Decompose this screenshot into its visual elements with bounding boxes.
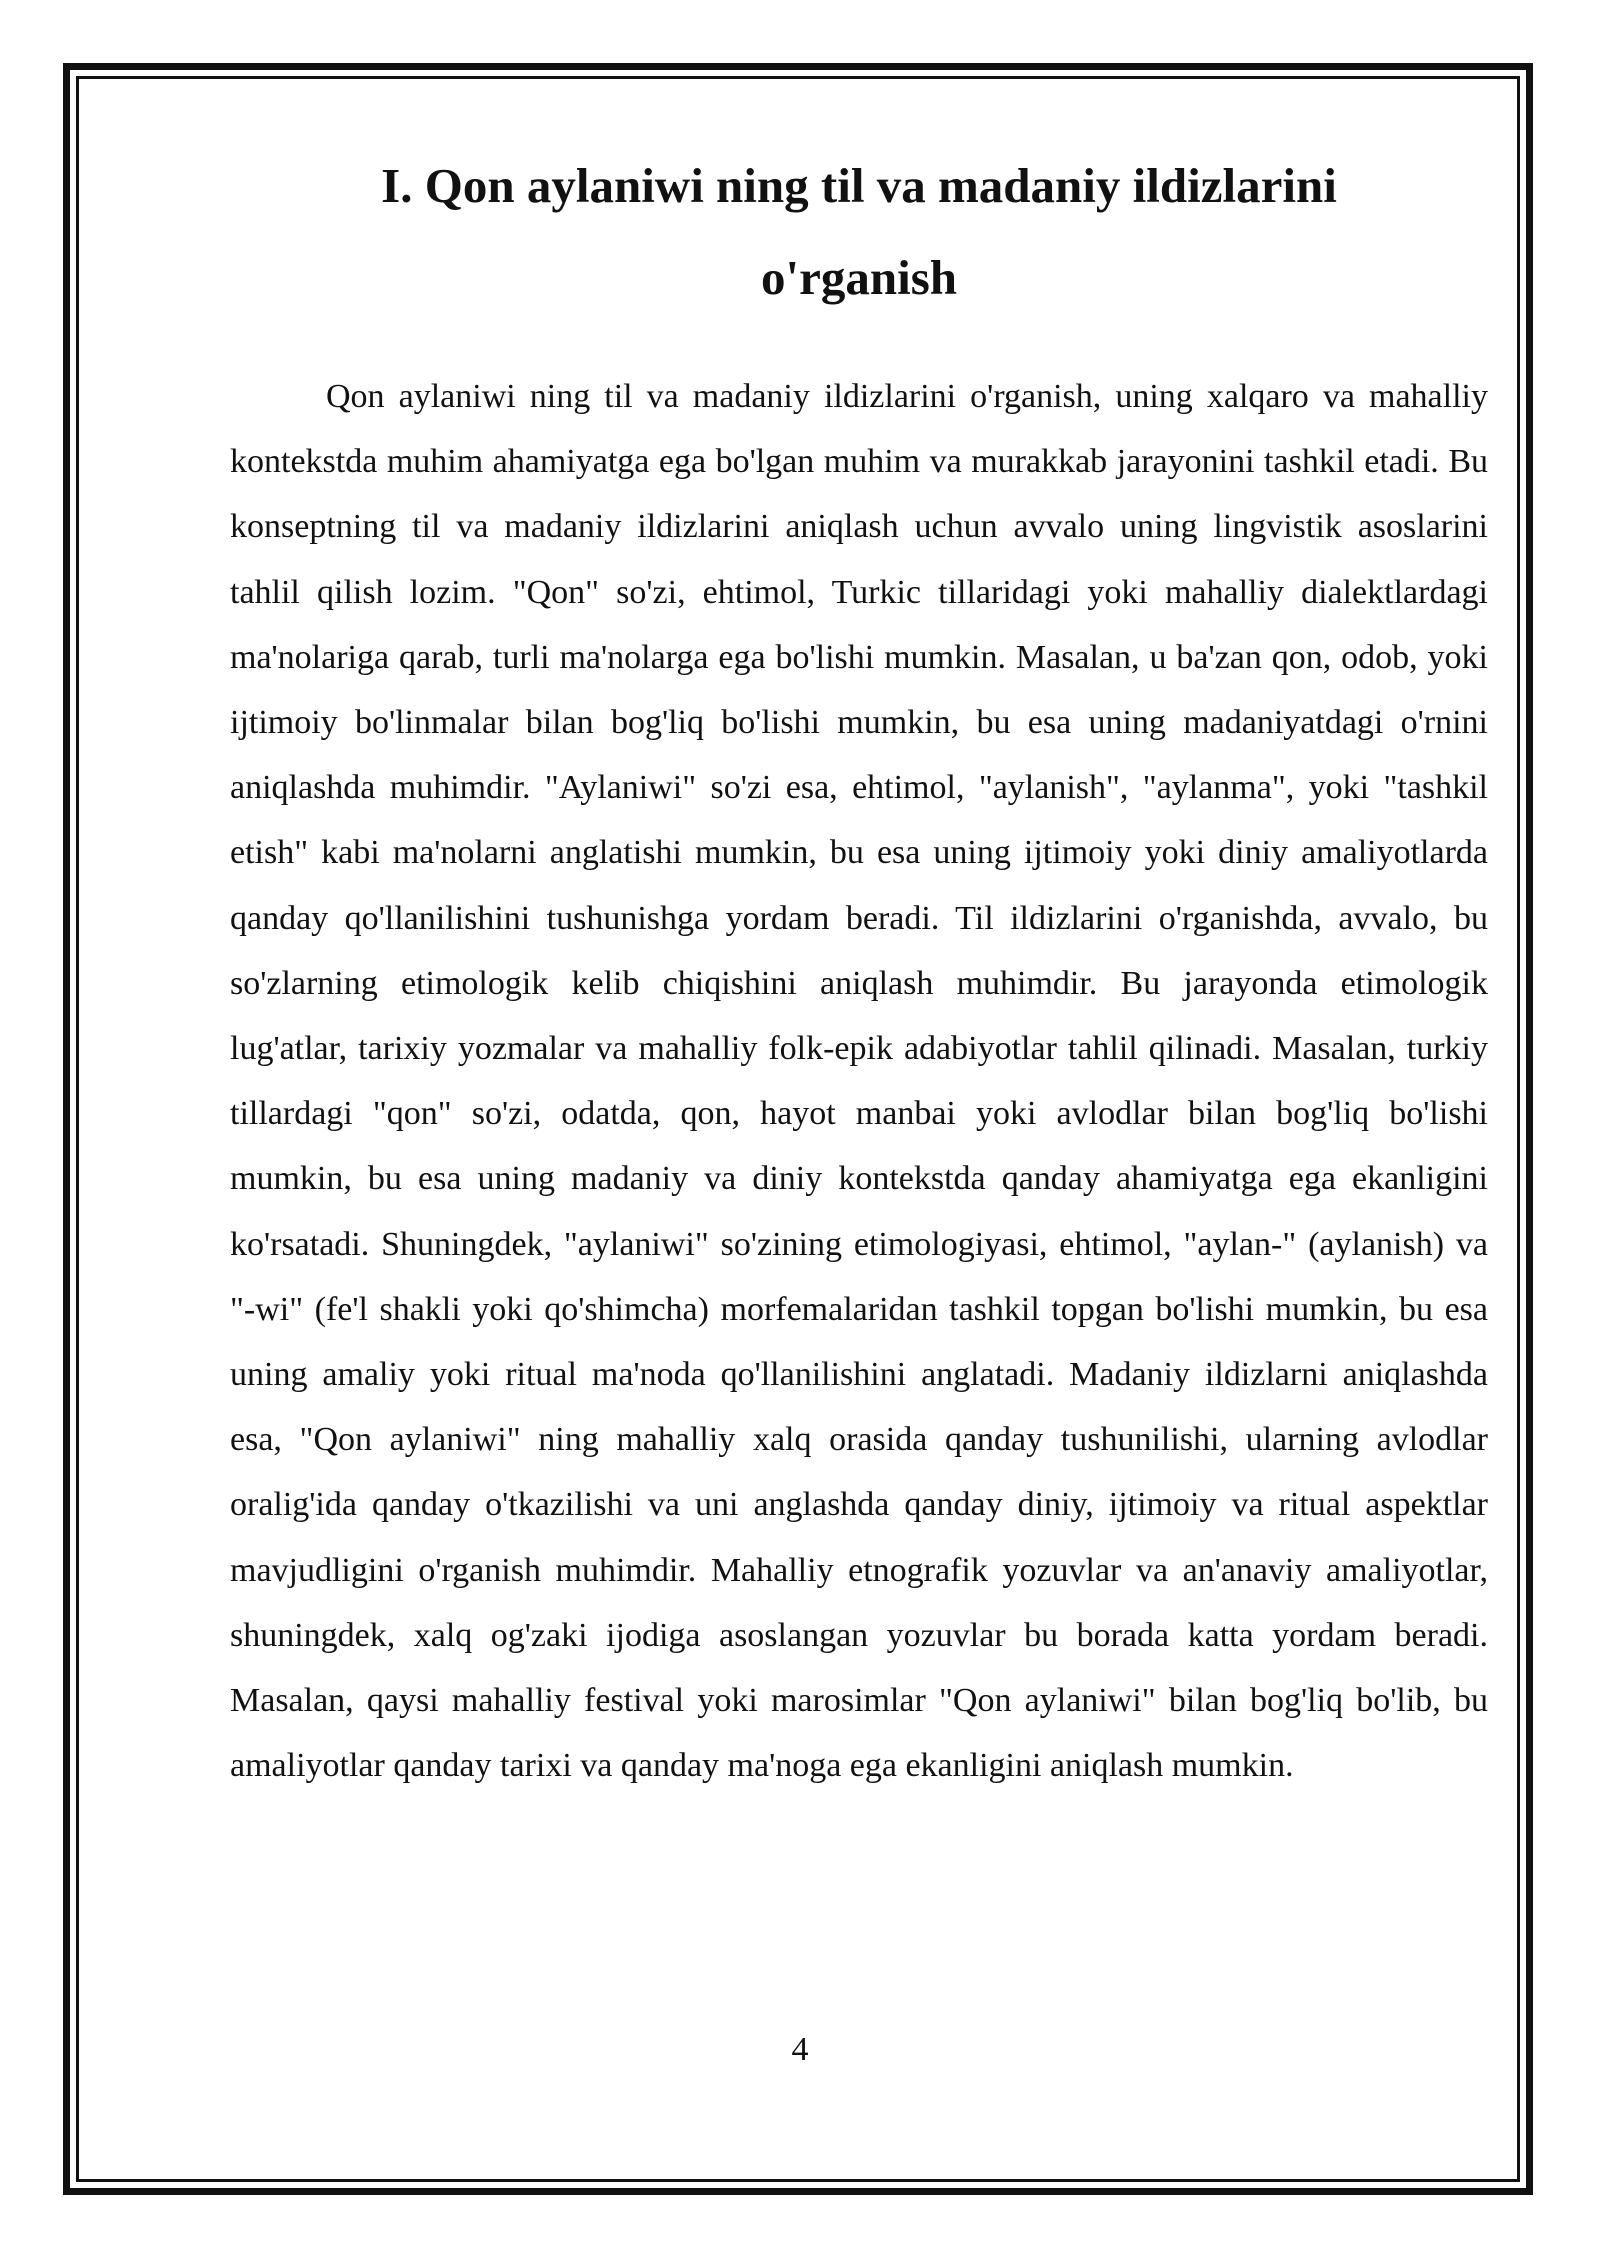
body-paragraph: Qon aylaniwi ning til va madaniy ildizlarini o'rganish, uning xalqaro va mahalliy kontekstda muhim ahamiyatga ega bo'lgan muhim va murakkab jarayonini tashkil etadi. Bu konseptning til va madaniy ildizlarini aniqlash uchun avvalo uning lingvistik asoslarini tahlil qilish lozim. "Qon" so'zi, ehtimol, Turkic tillaridagi yoki mahalliy dialektlardagi ma'nolariga qarab, turli ma'nolarga ega bo'lishi mumkin. Masalan, u ba'zan qon, odob, yoki ijtimoiy bo'linmalar bilan bog'liq bo'lishi mumkin, bu esa uning madaniyatdagi o'rnini aniqlashda muhimdir. "Aylaniwi" so'zi esa, ehtimol, "aylanish", "aylanma", yoki "tashkil etish" kabi ma'nolarni anglatishi mumkin, bu esa uning ijtimoiy yoki diniy amaliyotlarda qanday qo'llanilishini tushunishga yordam beradi. Til ildizlarini o'rganishda, avvalo, bu so'zlarning etimologik kelib chiqishini aniqlash muhimdir. Bu jarayonda etimologik lug'atlar, tarixiy yozmalar va mahalliy folk-epik adabiyotlar tahlil qilinadi. Masalan, turkiy tillardagi "qon" so'zi, odatda, qon, hayot manbai yoki avlodlar bilan bog'liq bo'lishi mumkin, bu esa uning madaniy va diniy kontekstda qanday ahamiyatga ega ekanligini ko'rsatadi. Shuningdek, "aylaniwi" so'zining etimologiyasi, ehtimol, "aylan-" (aylanish) va "-wi" (fe'l shakli yoki qo'shimcha) morfemalaridan tashkil topgan bo'lishi mumkin, bu esa uning amaliy yoki ritual ma'noda qo'llanilishini anglatadi. Madaniy ildizlarni aniqlashda esa, "Qon aylaniwi" ning mahalliy xalq orasida qanday tushunilishi, ularning avlodlar oralig'ida qanday o'tkazilishi va uni anglashda qanday diniy, ijtimoiy va ritual aspektlar mavjudligini o'rganish muhimdir. Mahalliy etnografik yozuvlar va an'anaviy amaliyotlar, shuningdek, xalq og'zaki ijodiga asoslangan yozuvlar bu borada katta yordam beradi. Masalan, qaysi mahalliy festival yoki marosimlar "Qon aylaniwi" bilan bog'liq bo'lib, bu amaliyotlar qanday tarixi va qanday ma'noga ega ekanligini aniqlash mumkin. xyxy=(230,378,1488,1785)
page-content xyxy=(230,140,1488,1798)
section-title-line2: o'rganish xyxy=(760,250,958,305)
section-title-line1: I. Qon aylaniwi ning til va madaniy ildizlarini xyxy=(381,158,1337,213)
page-number: 4 xyxy=(791,2031,809,2068)
section-title xyxy=(230,140,1488,324)
